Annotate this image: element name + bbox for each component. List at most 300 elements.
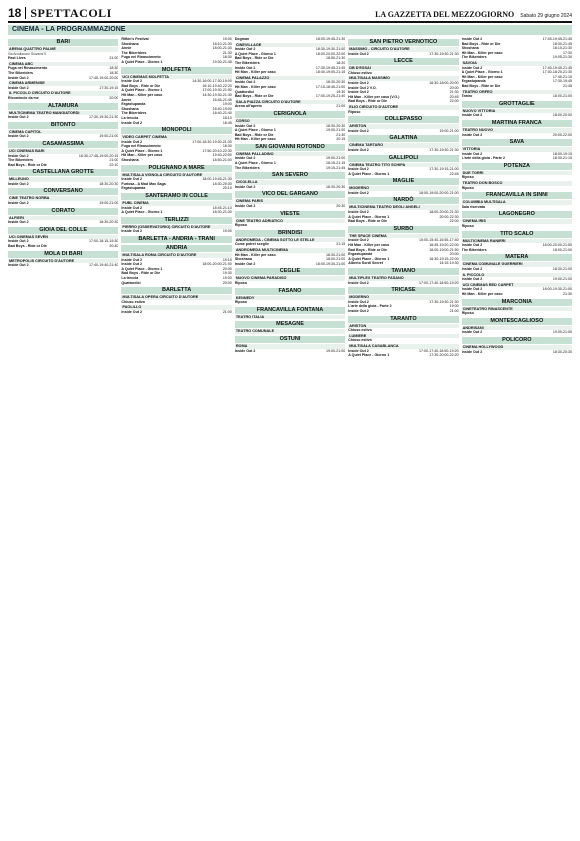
city-heading: BARI <box>8 39 118 46</box>
showtime-row <box>235 300 345 305</box>
showtimes: 22:00 <box>449 219 459 224</box>
film-title: Inside Out 2 <box>234 156 256 161</box>
film-title: Inside Out 2 <box>348 308 369 313</box>
cinema-name: MODERNO <box>348 186 458 191</box>
showtimes: 18:00-19:30-21:00 <box>542 287 573 292</box>
film-title: A Quiet Place - Giorno 1 <box>121 148 163 153</box>
cinema-name: SALA PIAZZA CIRCUITO D'AUTORE <box>235 100 345 105</box>
cinema-name: CINEMA IRIS <box>462 219 572 224</box>
film-title: Hit Man - Killer per caso <box>461 50 503 55</box>
showtime-row <box>235 204 345 209</box>
film-title: Riposo <box>234 280 247 285</box>
cinema-name: MASSIMO - CIRCUITO D'AUTORE <box>348 47 458 52</box>
cinema-name: THE SPACE CINEMA <box>348 234 458 239</box>
cinema-name: MULTICINEMA RANIERI <box>462 239 572 244</box>
showtimes: 19:00-21:00 <box>99 201 119 206</box>
showtimes: 20:00-22:00 <box>552 132 573 137</box>
film-title: Chiuso estivo <box>348 338 372 343</box>
showtime-row <box>8 220 118 225</box>
film-title: Inside Out 2 <box>8 220 29 225</box>
film-title: Chiuso estivo <box>348 70 372 75</box>
showtimes: 20:15 <box>222 186 232 191</box>
showtimes: 17:45-19:00-20:00 <box>89 75 119 80</box>
city-heading: SAVA <box>462 139 572 146</box>
film-title: Annie <box>121 46 132 51</box>
city-heading: POLICORO <box>462 337 572 344</box>
city-heading: POTENZA <box>462 163 572 170</box>
film-title: Inside Out 2 <box>121 139 142 144</box>
film-title: Furiosa - A Mad Max Saga <box>121 181 166 186</box>
film-title: Riposo <box>234 223 247 228</box>
showtime-row <box>462 267 572 272</box>
film-title: Inside Out 2 <box>121 309 142 314</box>
cinema-name: NUOVO CINEMA PARADISO <box>235 276 345 281</box>
film-title: Inside Out 2 <box>121 229 142 234</box>
showtime-row <box>8 96 118 101</box>
cinema-name: ANDROMEDA - CINEMA SOTTO LE STELLE <box>235 238 345 243</box>
showtimes: 18:00-21:00 <box>326 257 346 262</box>
film-title: Annie <box>121 97 132 102</box>
showtimes: 22:10 <box>109 162 119 167</box>
film-title: Inside Out 2 <box>8 153 29 158</box>
cinema-name: PAOLILLO <box>121 305 231 310</box>
film-title: Inside Out 2 <box>461 287 483 292</box>
showtimes: 16:45-21:45 <box>212 97 232 102</box>
showtimes: 20:00-22:30 <box>439 214 459 219</box>
showtimes: 18:30-20:30 <box>552 349 573 354</box>
showtimes: 21:00 <box>222 309 232 314</box>
showtimes: 19:40-22:00 <box>212 153 232 158</box>
film-title: Hit Man - Killer per caso <box>121 92 163 97</box>
showtimes: 17:00-19:25-21:40 <box>315 94 346 99</box>
showtime-row <box>462 113 572 118</box>
showtime-row <box>462 330 572 335</box>
city-heading: TAVIANO <box>348 268 458 275</box>
showtime-row <box>462 292 572 297</box>
showtime-row <box>235 70 345 75</box>
film-title: Ergastupanda <box>461 79 486 84</box>
showtimes: 19:15 <box>222 257 232 262</box>
film-title: Inside Out 2 <box>8 181 29 186</box>
city-heading: GALLIPOLI <box>348 155 458 162</box>
showtimes: 18:30-21:45 <box>552 41 573 46</box>
film-title: Inside Out 2 <box>121 177 142 182</box>
cinema-name: COLUMBIA MULTISALA <box>462 200 572 205</box>
showtimes: 18:50-21:00 <box>212 158 232 163</box>
showtime-row <box>462 94 572 99</box>
showtimes: 16:40-19:00 <box>212 106 232 111</box>
cinema-name: ANDROMEDA MULTICINEMA <box>235 248 345 253</box>
showtimes: 17:30-20:00-22:20 <box>429 353 459 358</box>
showtimes: 16:45-19:20-22:00 <box>429 243 459 248</box>
showtime-row <box>8 182 118 187</box>
showtimes: 18:40-21:40 <box>212 111 232 116</box>
masthead: LA GAZZETTA DEL MEZZOGIORNO <box>375 10 515 19</box>
film-title: Riposo <box>461 224 474 229</box>
film-title: Inside Out 2 <box>234 47 256 52</box>
city-heading: BARLETTA <box>121 287 231 294</box>
showtime-row <box>348 353 458 358</box>
film-title: Bad Boys - Ride or Die <box>461 83 501 88</box>
showtime-row <box>235 185 345 190</box>
film-title: Inside Out 2 <box>348 299 369 304</box>
film-title: Bad Boys - Ride or Die <box>121 83 161 88</box>
cinema-name: MULTISALA MASSIMO <box>348 76 458 81</box>
film-title: Inside Out 2 <box>8 85 29 90</box>
showtime-row <box>8 201 118 206</box>
showtime-row <box>348 110 458 115</box>
showtimes: 18:00-21:00 <box>552 247 573 252</box>
film-title: Inside Out 2 <box>8 201 29 206</box>
showtime-row <box>235 281 345 286</box>
showtimes: 17:00-18:15-19:30 <box>89 239 119 244</box>
showtimes: 16:30-17:45-19:00-20:15 <box>78 153 119 158</box>
film-title: Dogman <box>234 37 250 41</box>
film-title: Ergastupanda <box>121 102 146 107</box>
city-heading: BARLETTA - ANDRIA - TRANI <box>121 236 231 243</box>
showtimes: 18:00-19:00-20:00-21:00 <box>419 190 459 195</box>
film-title: Inside Out 2 <box>348 210 369 215</box>
cinema-name: MULTISALA CASABLANCA <box>348 344 458 349</box>
film-title: Hit Man - Killer per caso <box>121 153 163 158</box>
cinema-name: KENNEDY <box>235 296 345 301</box>
film-title: Shoshana <box>121 158 139 163</box>
film-title: A Quiet Place - Giorno 1 <box>348 353 390 358</box>
cinema-name: CICOLELLA <box>235 180 345 185</box>
film-title: Inside Out 2 <box>348 128 369 133</box>
cinema-name: ARENA QUATTRO PALME <box>8 47 118 52</box>
showtime-row <box>8 263 118 268</box>
showtimes: 21:30 <box>222 50 232 55</box>
film-title: La treccia <box>121 115 139 120</box>
showtimes: 17:30-18:20-21:30 <box>542 70 573 75</box>
film-title: Inside Out 2 <box>234 261 256 266</box>
showtimes: 21:45 <box>563 83 573 88</box>
showtimes: 14:15-19:30 <box>439 261 459 266</box>
showtime-row <box>348 261 458 266</box>
film-title: A Quiet Place - Giorno 1 <box>348 171 390 176</box>
showtime-row <box>8 134 118 139</box>
film-title: The Bikeriders <box>8 158 33 163</box>
showtime-row <box>235 242 345 247</box>
cinema-name: CINEMA ARMENISE <box>8 81 118 86</box>
showtime-row <box>348 71 458 76</box>
film-title: Hit Man - Killer per caso <box>234 137 276 142</box>
showtimes: 18:30-21:00 <box>552 267 573 271</box>
film-title: Inside Out 2 <box>121 257 142 262</box>
film-title: Inside Out 2 <box>234 204 256 209</box>
showtimes: 18:30 <box>109 66 119 71</box>
showtime-row <box>462 175 572 180</box>
city-heading: ANDRIA <box>121 245 231 252</box>
film-title: Inside Out 2 <box>348 90 369 95</box>
film-title: Quattordici <box>121 280 141 285</box>
showtimes: 18:30-20:30 <box>212 181 232 186</box>
section-banner: CINEMA - LA PROGRAMMAZIONE <box>8 25 572 35</box>
film-title: A Quiet Place - Giorno 1 <box>121 59 163 64</box>
page-header <box>8 6 572 20</box>
cinema-name: TEATRO NUOVO <box>462 128 572 133</box>
film-title: Bad Boys - Ride or Die <box>348 247 387 252</box>
showtimes: 18:00-21:30 <box>212 46 232 51</box>
showtimes: 18:00-19:30-21:00 <box>315 261 346 266</box>
film-title: Inside Out 2 <box>461 330 483 335</box>
cinema-name: TEATRO ITALIA <box>235 315 345 320</box>
city-heading: MONOPOLI <box>121 127 231 134</box>
film-title: Inside Out 2 <box>461 113 483 118</box>
film-title: Bad Boys - Ride or Die <box>461 41 501 46</box>
showtimes: 21:00 <box>109 158 119 163</box>
showtimes: 19:00-21:00 <box>326 156 346 161</box>
cinema-name: IL PICCOLO <box>462 273 572 278</box>
showtimes: 19:00 <box>449 304 459 309</box>
film-title: Riposo <box>348 109 361 114</box>
showtimes: 18:30-20:30 <box>326 184 346 189</box>
showtimes: 20:45 <box>449 94 459 99</box>
showtimes: 18:30-20:30 <box>99 181 119 186</box>
city-heading: GROTTAGLIE <box>462 101 572 108</box>
cinema-name: CINE TEATRO NORBA <box>8 196 118 201</box>
listing-column <box>235 37 345 837</box>
cinema-name: PUBL CINEMA <box>121 201 231 206</box>
showtimes: 21:00 <box>449 308 459 313</box>
header-rule <box>8 21 572 23</box>
film-title: Inside Out 2 <box>121 262 142 267</box>
showtimes: 18:00-19:45-21:30 <box>315 37 346 41</box>
cinema-name: TEATRO ORFEO <box>462 90 572 95</box>
film-title: The Bikeriders <box>121 111 147 116</box>
city-heading: OSTUNI <box>235 336 345 343</box>
film-title: Inside Out 2 <box>461 267 483 271</box>
film-title: The Bikeriders <box>121 50 147 55</box>
showtime-row <box>121 158 231 163</box>
showtimes: 18:00-20:00-21:50 <box>542 243 573 248</box>
film-title: Inside Out 2 <box>121 79 142 84</box>
showtimes: 22:00 <box>449 99 459 104</box>
cinema-name: MULTICINEMA TEATRO DEGLI ANGELI <box>348 205 458 210</box>
film-title: Ergastupanda <box>348 252 373 257</box>
showtimes: 18:15-21:15 <box>326 161 346 166</box>
film-title: Hit Man - Killer per caso <box>234 84 276 89</box>
film-title: Sala riservata <box>461 204 486 209</box>
showtimes: 18:10 <box>222 115 232 120</box>
city-heading: BRINDISI <box>235 230 345 237</box>
city-heading: SAN PIETRO VERNOTICO <box>348 39 458 46</box>
film-title: Arena all'aperto <box>234 104 262 109</box>
showtime-row <box>8 86 118 91</box>
film-title: Bad Boys - Ride or Die <box>8 162 47 167</box>
showtime-row <box>235 94 345 99</box>
city-heading: TITO SCALO <box>462 231 572 238</box>
city-heading: CERIGNOLA <box>235 111 345 118</box>
film-title: Inside Out 2 <box>348 348 369 353</box>
city-heading: CEGLIE <box>235 268 345 275</box>
film-title: The Bikeriders <box>234 165 260 170</box>
listing-column <box>462 37 572 837</box>
city-heading: LECCE <box>348 58 458 65</box>
film-title: A Quiet Place - Giorno 1 <box>121 266 163 271</box>
showtime-row <box>235 166 345 171</box>
showtime-row <box>121 300 231 305</box>
showtimes: 18:00-19:45-21:30 <box>202 177 232 182</box>
listing-column <box>121 37 231 837</box>
city-heading: MARTINA FRANCA <box>462 120 572 127</box>
cinema-name: CINE TEATRO ADRIATICO <box>235 219 345 224</box>
showtime-row <box>348 219 458 224</box>
film-title: Inside Out 2 <box>234 123 256 128</box>
film-title: Inside Out 2 <box>348 51 369 56</box>
city-heading: VIESTE <box>235 211 345 218</box>
film-title: Shoshana <box>461 46 479 51</box>
film-title: Hit Man - Killer per caso <box>234 252 276 257</box>
city-heading: ALTAMURA <box>8 103 118 110</box>
showtimes: 14:30-19:30-21:30 <box>202 92 232 97</box>
cinema-name: ROMA <box>235 344 345 349</box>
film-title: Inside Out 2 <box>8 75 29 80</box>
showtime-row <box>348 338 458 343</box>
cinema-name: CINEMA HOLLYWOOD <box>462 345 572 350</box>
showtimes: 22:45 <box>449 171 459 176</box>
showtime-row <box>348 191 458 196</box>
showtime-row <box>348 129 458 134</box>
showtimes: 18:30 <box>222 55 232 60</box>
city-heading: FASANO <box>235 288 345 295</box>
showtime-row <box>462 350 572 355</box>
film-title: Inside Out 2 <box>8 263 29 268</box>
showtimes: 20:30 <box>336 204 346 209</box>
film-title: Inside Out 2 <box>461 65 483 70</box>
showtimes: 19:00 <box>222 229 232 234</box>
listing-column <box>8 37 118 837</box>
film-title: Ricomincio da me <box>8 95 39 100</box>
city-heading: TRICASE <box>348 287 458 294</box>
showtimes: 17:00-17:40-18:50-19:20 <box>419 280 459 285</box>
showtimes: 21:00 <box>336 104 346 109</box>
city-heading: LAGONEGRO <box>462 211 572 218</box>
showtime-row <box>348 99 458 104</box>
film-title: Inside Out 2 <box>8 115 29 120</box>
showtime-row <box>462 277 572 282</box>
film-title: Chiuso estivo <box>348 328 372 333</box>
showtimes: 17:40-19:40-21:40 <box>89 263 119 268</box>
film-title: Bad Boys - Ride or Die <box>234 132 274 137</box>
film-title: Hit Man - Killer per caso <box>234 70 276 75</box>
city-heading: GIOIA DEL COLLE <box>8 227 118 234</box>
showtimes: 17:30-19:15 <box>99 85 119 90</box>
film-title: La treccia <box>121 275 139 280</box>
cinema-name: CINETEATRO RINASCENTE <box>462 307 572 312</box>
film-title: Inside Out 2 <box>461 151 483 156</box>
cinema-name: VITTORIA <box>462 147 572 152</box>
city-heading: MOLA DI BARI <box>8 251 118 258</box>
film-title: Inside Out 2 <box>461 349 483 354</box>
film-title: Inside Out 2 <box>348 167 369 172</box>
film-title: Inside Out 2 <box>121 205 142 210</box>
showtimes: 19:30-21:45 <box>212 59 232 64</box>
showtimes: 19:00-21:00 <box>552 277 573 282</box>
film-title: Inside Out 2 <box>348 80 369 85</box>
film-title: The Bikeriders <box>234 60 260 65</box>
cinema-name: CINEMA ABC <box>8 62 118 67</box>
showtimes: 19:30 <box>222 271 232 276</box>
showtimes: 16:30-19:15-22:00 <box>429 256 459 261</box>
film-title: Quattordici <box>234 89 254 94</box>
city-heading: NARDÒ <box>348 197 458 204</box>
showtimes: 16:30-18:00-20:00 <box>429 80 459 85</box>
showtimes: 17:30-19:45 <box>552 79 573 84</box>
cinema-name: ARISTON <box>348 324 458 329</box>
showtimes: 18:30 <box>222 144 232 149</box>
showtimes: 19:00-21:00 <box>326 348 346 353</box>
film-title: Fuga nel Rinascimento <box>8 66 48 71</box>
film-title: Alberto Sordi Secret <box>348 261 383 266</box>
city-heading: SURBO <box>348 226 458 233</box>
cinema-name: TEATRO COMUNALE <box>235 329 345 334</box>
showtimes: 20:00 <box>222 280 232 285</box>
city-heading: FRANCAVILLA FONTANA <box>235 307 345 314</box>
cinema-name: DUE TORRI <box>462 171 572 176</box>
film-title: Bad Boys - Ride or Die <box>121 271 161 276</box>
showtime-row <box>121 310 231 315</box>
film-title: Inside Out 2 <box>234 184 256 189</box>
showtimes: 18:30-20:30 <box>326 123 346 128</box>
showtimes: 19:00 <box>222 102 232 107</box>
showtime-row <box>8 163 118 168</box>
film-title: Inside Out 2 <box>348 280 369 285</box>
film-title: Inside Out 2 V.O. <box>348 85 377 90</box>
showtimes: 18:00-21:00 <box>552 94 573 99</box>
showtimes: 17:50-20:10-22:30 <box>202 148 232 153</box>
film-title: Bad Boys - Ride or Die <box>348 99 387 104</box>
showtime-row <box>462 205 572 210</box>
showtime-row <box>462 224 572 229</box>
city-heading: COLLEPASSO <box>348 116 458 123</box>
showtimes: 19:15-21:45 <box>326 165 346 170</box>
city-heading: MATERA <box>462 254 572 261</box>
film-title: Inside Out 2 <box>234 80 256 85</box>
showtimes: 18:30-19:30-21:00 <box>315 47 346 52</box>
showtimes: 18:20 <box>336 60 346 65</box>
section-title: SPETTACOLI <box>30 6 112 20</box>
showtime-row <box>121 186 231 191</box>
cinema-name: MILLEUNO <box>8 177 118 182</box>
cinema-name: UCI CINEMAS RED CARPET <box>462 283 572 288</box>
showtimes: 20:40 <box>109 244 119 249</box>
cinema-name: CINEVILLAGE <box>235 43 345 48</box>
cinema-name: CINEMA PARIS <box>235 199 345 204</box>
showtimes: 17:00-18:30-19:30-21:30 <box>192 139 232 144</box>
showtimes: 20:15 <box>336 137 346 142</box>
showtimes: 17:45-19:45-21:45 <box>542 37 573 41</box>
showtime-row <box>235 104 345 109</box>
film-title: L'arte della gioia - Parte 2 <box>461 156 506 161</box>
city-heading: CONVERSANO <box>8 188 118 195</box>
film-title: Inside Out 2 <box>348 147 369 152</box>
cinema-name: MODERNO <box>348 295 458 300</box>
film-title: Inside Out 2 <box>8 134 29 139</box>
showtimes: 17:45-19:45-21:45 <box>542 65 573 70</box>
film-title: Riposo <box>461 311 474 316</box>
city-heading: CORATO <box>8 208 118 215</box>
film-title: Hit Man - Killer per caso (V.O.) <box>348 94 400 99</box>
showtime-row <box>235 137 345 142</box>
film-title: Bad Boys - Ride or Die <box>8 244 47 249</box>
cinema-name: CORSO <box>235 119 345 124</box>
showtimes: 17:30 <box>563 50 573 55</box>
film-title: Inside Out 2 <box>461 37 483 41</box>
showtimes: 20:00 <box>449 252 459 257</box>
showtimes: 14:30-16:00-17:30-19:00 <box>192 79 232 84</box>
